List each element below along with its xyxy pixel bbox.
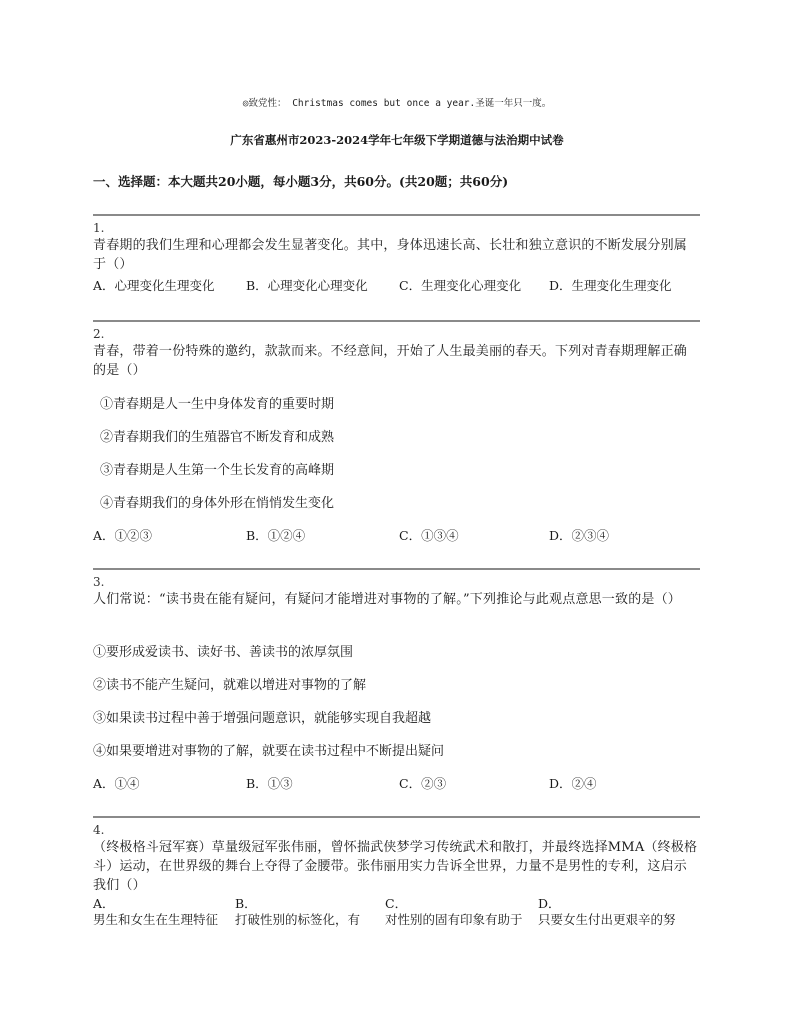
statement-item: ②青春期我们的生殖器官不断发育和成熟	[100, 430, 335, 445]
option-d: D．②③④	[549, 528, 610, 543]
statement-item: ③如果读书过程中善于增强问题意识，就能够实现自我超越	[93, 711, 432, 726]
divider	[93, 320, 700, 322]
statement-item: ②读书不能产生疑问，就难以增进对事物的了解	[93, 678, 367, 693]
option-b: B．心理变化心理变化	[246, 278, 368, 293]
question-number: 4.	[93, 823, 105, 837]
option-a: A．①④	[93, 776, 140, 791]
option-d-letter: D．	[538, 896, 561, 911]
statement-item: ④青春期我们的身体外形在悄悄发生变化	[100, 496, 335, 511]
option-d-text: 只要女生付出更艰辛的努	[538, 912, 676, 927]
option-b-letter: B．	[235, 896, 257, 911]
statement-item: ①青春期是人一生中身体发育的重要时期	[100, 397, 335, 412]
statement-item: ③青春期是人生第一个生长发育的高峰期	[100, 463, 335, 478]
option-d: D．生理变化生理变化	[549, 278, 672, 293]
question-number: 1.	[93, 221, 105, 235]
option-b-text: 打破性别的标签化，有	[235, 912, 361, 927]
option-b: B．①③	[246, 776, 293, 791]
option-a: A．①②③	[93, 528, 153, 543]
divider	[93, 214, 700, 216]
exam-title: 广东省惠州市2023-2024学年七年级下学期道德与法治期中试卷	[230, 133, 564, 147]
option-c-letter: C．	[385, 896, 408, 911]
motto-line: ◎致党性： Christmas comes but once a year.圣诞一年只一度。	[242, 98, 552, 109]
question-stem: 青春，带着一份特殊的邀约，款款而来。不经意间，开始了人生最美丽的春天。下列对青春期理解正确的是（）	[93, 344, 688, 378]
question-number: 3.	[93, 575, 105, 589]
option-b: B．①②④	[246, 528, 306, 543]
option-c: C．①③④	[399, 528, 459, 543]
statement-item: ①要形成爱读书、读好书、善读书的浓厚氛围	[93, 645, 354, 660]
option-a-text: 男生和女生在生理特征	[93, 912, 219, 927]
option-c: C．②③	[399, 776, 447, 791]
question-stem: 青春期的我们生理和心理都会发生显著变化。其中，身体迅速长高、长壮和独立意识的不断发展分别属于（）	[93, 238, 688, 272]
statement-item: ④如果要增进对事物的了解，就要在读书过程中不断提出疑问	[93, 744, 445, 759]
option-a: A．心理变化生理变化	[93, 278, 215, 293]
divider	[93, 816, 700, 818]
question-stem: （终极格斗冠军赛）草量级冠军张伟丽，曾怀揣武侠梦学习传统武术和散打，并最终选择MMA（终极格斗）运动，在世界级的舞台上夺得了金腰带。张伟丽用实力告诉全世界，力量不是男性的专利，这启示我们（）	[93, 840, 698, 893]
question-number: 2.	[93, 327, 105, 341]
section-heading: 一、选择题：本大题共20小题，每小题3分，共60分。(共20题；共60分)	[93, 174, 509, 189]
divider	[93, 568, 700, 570]
option-c-text: 对性别的固有印象有助于	[385, 912, 523, 927]
question-stem: 人们常说：“读书贵在能有疑问，有疑问才能增进对事物的了解。”下列推论与此观点意思一致的是（）	[93, 592, 681, 607]
option-a-letter: A．	[93, 896, 115, 911]
option-c: C．生理变化心理变化	[399, 278, 522, 293]
option-d: D．②④	[549, 776, 597, 791]
